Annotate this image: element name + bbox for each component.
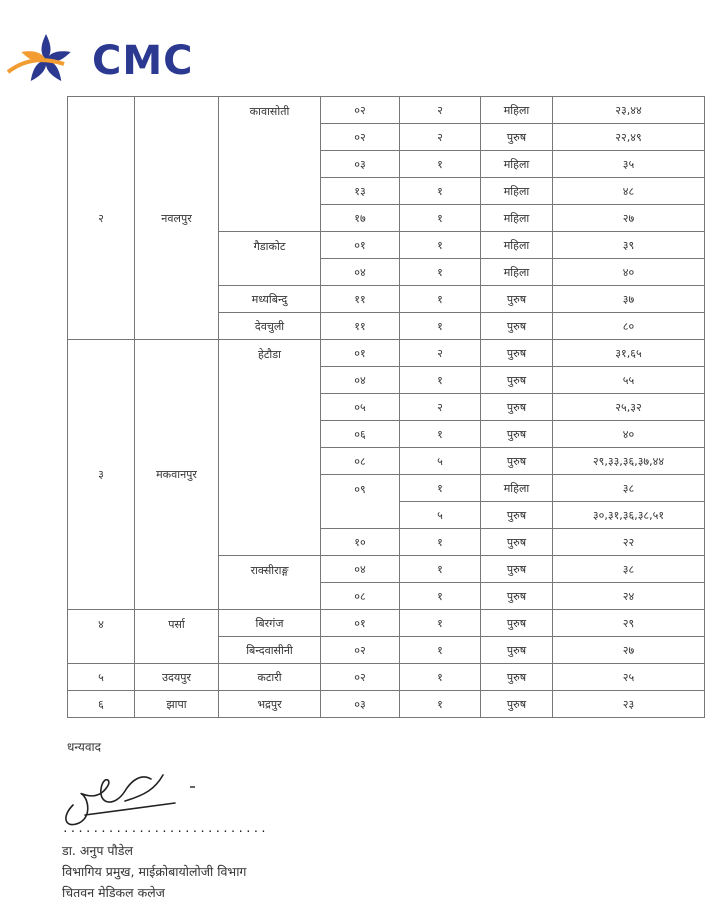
cell-count: १	[400, 664, 481, 691]
cell-ages: ३८	[553, 475, 705, 502]
signatory-title: विभागिय प्रमुख, माईक्रोबायोलोजी विभाग	[62, 864, 247, 879]
table-row	[68, 97, 705, 124]
cell-municipality: हेटौडा	[219, 340, 321, 556]
cell-ages: २२,४९	[553, 124, 705, 151]
cell-municipality: कटारी	[219, 664, 321, 691]
cell-count: २	[400, 394, 481, 421]
cell-ages: २७	[553, 637, 705, 664]
logo-text: CMC	[92, 38, 194, 84]
cell-ages: ३०,३१,३६,३८,५१	[553, 502, 705, 529]
cell-count: १	[400, 367, 481, 394]
cell-count: ५	[400, 502, 481, 529]
cell-gender: पुरुष	[481, 313, 553, 340]
cell-count: १	[400, 232, 481, 259]
cell-gender: पुरुष	[481, 124, 553, 151]
cell-count: १	[400, 691, 481, 718]
cell-count: १	[400, 178, 481, 205]
cell-gender: पुरुष	[481, 637, 553, 664]
cell-gender: पुरुष	[481, 448, 553, 475]
cell-count: १	[400, 556, 481, 583]
cell-count: १	[400, 286, 481, 313]
cell-gender: महिला	[481, 178, 553, 205]
cell-ages: ४०	[553, 259, 705, 286]
cell-ward: ०४	[321, 367, 400, 394]
cell-count: १	[400, 421, 481, 448]
cell-ages: ८०	[553, 313, 705, 340]
case-table	[67, 96, 705, 718]
cell-ages: ३५	[553, 151, 705, 178]
cell-ward: ०३	[321, 151, 400, 178]
cell-municipality: कावासोती	[219, 97, 321, 232]
cell-ages: २३	[553, 691, 705, 718]
cell-count: १	[400, 151, 481, 178]
cell-district: नवलपुर	[135, 97, 219, 340]
cell-ward: ०३	[321, 691, 400, 718]
cell-ward: ०९	[321, 475, 400, 529]
cell-ages: ३८	[553, 556, 705, 583]
cell-count: १	[400, 529, 481, 556]
cell-municipality: बिरगंज	[219, 610, 321, 637]
cell-sn: ५	[68, 664, 135, 691]
cell-ages: ५५	[553, 367, 705, 394]
cell-ward: ११	[321, 313, 400, 340]
cell-gender: महिला	[481, 97, 553, 124]
cell-count: ५	[400, 448, 481, 475]
cell-ward: ०१	[321, 232, 400, 259]
table-row	[68, 610, 705, 637]
cell-sn: ३	[68, 340, 135, 610]
cell-ward: ०४	[321, 556, 400, 583]
cell-sn: ४	[68, 610, 135, 664]
cell-ages: २७	[553, 205, 705, 232]
cell-ward: ०२	[321, 664, 400, 691]
cell-municipality: देवचुली	[219, 313, 321, 340]
cell-count: १	[400, 610, 481, 637]
cell-ages: २९	[553, 610, 705, 637]
cell-gender: पुरुष	[481, 286, 553, 313]
cell-gender: महिला	[481, 151, 553, 178]
cell-ward: १७	[321, 205, 400, 232]
cell-count: १	[400, 259, 481, 286]
cell-ward: १०	[321, 529, 400, 556]
table-row	[68, 664, 705, 691]
cell-gender: महिला	[481, 205, 553, 232]
cell-gender: पुरुष	[481, 664, 553, 691]
cell-count: १	[400, 205, 481, 232]
cell-gender: पुरुष	[481, 610, 553, 637]
cell-ward: ०१	[321, 610, 400, 637]
cell-gender: पुरुष	[481, 556, 553, 583]
cell-gender: पुरुष	[481, 421, 553, 448]
cell-ward: ०५	[321, 394, 400, 421]
cell-municipality: गैडाकोट	[219, 232, 321, 286]
cell-ages: ४८	[553, 178, 705, 205]
signatory-block	[62, 840, 246, 903]
cell-ward: ०८	[321, 448, 400, 475]
cell-ward: ०१	[321, 340, 400, 367]
cell-ages: २४	[553, 583, 705, 610]
cell-ages: २९,३३,३६,३७,४४	[553, 448, 705, 475]
cell-municipality: राक्सीराङ्ग	[219, 556, 321, 610]
cell-gender: पुरुष	[481, 340, 553, 367]
cell-count: १	[400, 313, 481, 340]
cell-ages: २२	[553, 529, 705, 556]
cell-ward: ०८	[321, 583, 400, 610]
cell-ward: १३	[321, 178, 400, 205]
cell-count: १	[400, 583, 481, 610]
cell-sn: २	[68, 97, 135, 340]
cell-district: मकवानपुर	[135, 340, 219, 610]
cell-sn: ६	[68, 691, 135, 718]
cell-gender: महिला	[481, 475, 553, 502]
cell-ages: ३९	[553, 232, 705, 259]
cell-ages: ३७	[553, 286, 705, 313]
cell-gender: पुरुष	[481, 583, 553, 610]
institution-name: चितवन मेडिकल कलेज	[62, 885, 165, 900]
thanks-text: धन्यवाद	[67, 740, 102, 754]
cell-district: पर्सा	[135, 610, 219, 664]
cell-municipality: भद्रपुर	[219, 691, 321, 718]
cell-count: २	[400, 97, 481, 124]
cell-count: २	[400, 340, 481, 367]
cell-ward: ०६	[321, 421, 400, 448]
cell-gender: पुरुष	[481, 691, 553, 718]
cell-district: झापा	[135, 691, 219, 718]
cell-gender: पुरुष	[481, 367, 553, 394]
cell-gender: पुरुष	[481, 502, 553, 529]
cell-count: १	[400, 637, 481, 664]
cell-ages: २५	[553, 664, 705, 691]
cell-count: २	[400, 124, 481, 151]
cell-count: १	[400, 475, 481, 502]
cell-ward: ०२	[321, 124, 400, 151]
cell-gender: महिला	[481, 259, 553, 286]
cell-gender: पुरुष	[481, 394, 553, 421]
cell-ages: ४०	[553, 421, 705, 448]
cell-municipality: मध्यबिन्दु	[219, 286, 321, 313]
table-row	[68, 691, 705, 718]
cell-municipality: बिन्दवासीनी	[219, 637, 321, 664]
cell-ages: ३१,६५	[553, 340, 705, 367]
signature-line: ...........................	[62, 822, 268, 835]
cell-ages: २३,४४	[553, 97, 705, 124]
signatory-name: डा. अनुप पौडेल	[62, 843, 133, 858]
cell-ages: २५,३२	[553, 394, 705, 421]
table-row	[68, 340, 705, 367]
cell-gender: महिला	[481, 232, 553, 259]
cell-district: उदयपुर	[135, 664, 219, 691]
cell-ward: ०४	[321, 259, 400, 286]
cell-ward: ११	[321, 286, 400, 313]
cell-gender: पुरुष	[481, 529, 553, 556]
cell-ward: ०२	[321, 637, 400, 664]
cell-ward: ०२	[321, 97, 400, 124]
